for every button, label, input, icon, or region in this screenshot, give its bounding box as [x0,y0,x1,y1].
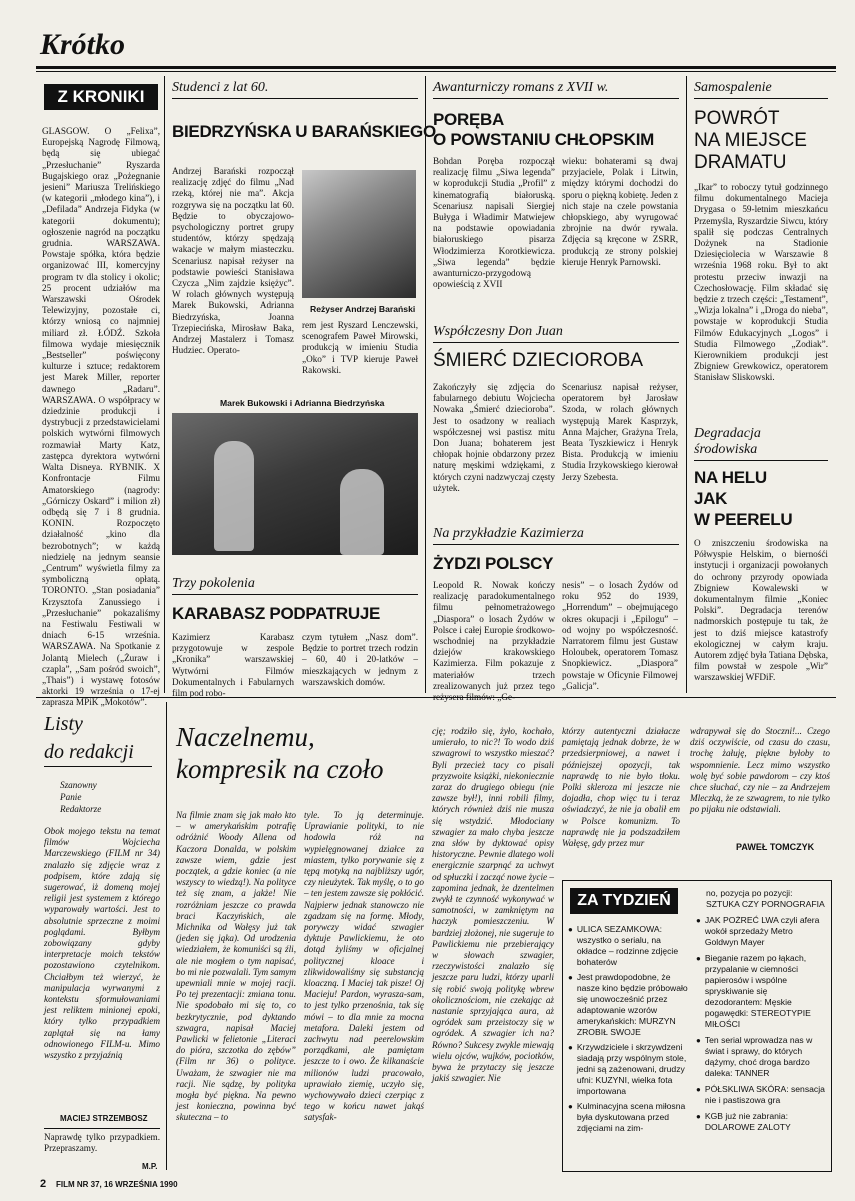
reply-text: Naprawdę tylko przypadkiem. Przepraszamy. [44,1132,160,1154]
issue-line: FILM NR 37, 16 WRZEŚNIA 1990 [56,1180,178,1189]
zatydzien-item: ● JAK POŻREĆ LWA czyli afera wokół sprzedaży Metro Goldwyn Mayer [696,915,820,947]
reply-signature: M.P. [142,1162,158,1171]
kronika-banner: Z KRONIKI [44,84,158,110]
article-text: wieku: bohaterami są dwaj przyjaciele, Polak i Litwin, między którymi dochodzi do sporu o piękną kobietę. Jeden z nich staje na czele powstania chłopskiego, aby wyrugować zbrojnie na dwór rywala. Zdjęcia są kręcone w ZSRR, produkcją ze strony polskiej kieruje Henryk Parnowski. [562,156,678,267]
salutation: Panie [60,792,82,802]
kompresik-title: kompresik na czoło [176,754,384,784]
article-text: Scenariusz napisał reżyser, operatorem był Jarosław Szoda, w rolach głównych występują Marek Kasprzyk, Anna Majcher, Grażyna Trela, Beata Tyszkiewicz i Henryk Bista. Produkcją w imieniu Studia Irzykowskiego kierował Jerzy Szebesta. [562,382,678,482]
headline: O POWSTANIU CHŁOPSKIM [433,130,654,149]
photo-caption: Marek Bukowski i Adrianna Biedrzyńska [220,398,385,408]
kicker: Na przykładzie Kazimierza [433,526,584,541]
article-text: tyle. To ją determinuje. Uprawianie polityki, to nie hodowla róż na wypielęgnowanej działce za miastem, tylko porywanie się z tępą motyką na najbliższy ugór, czy nieużytek. Tak myślę, o to go – ten jestem zawsze się pokłócić. Najpierw jednak stanowczo nie zgadzam się na formę. Młody, porywczy widać szwagier dyktuje Pawlickiemu, że oto dotąd żyliśmy w oficjalnej politycznej kloace i zlikwidowaliśmy się substancją kloaczną. I Maciej tak pisze! Oj Macieju! Pardon, wyrasza-sam, to jest tylko przenośnia, tak się mówi – to dla mnie za mocna metafora. Daleki jestem od zachwytu nad peerelowskim porządkami, ale pamiętam jeszcze to i owo. Że kilkanaście milionów ludzi pracowało, uprawiało ziemię, uczyło się, wychowywało dzieci czerpiąc z tego w końcu nawet jakąś satysfak- [304,810,424,1123]
figure-silhouette [214,441,254,551]
kronika-text: GLASGOW. O „Felixa”, Europejską Nagrodę Filmową, będą się ubiegać „Przesłuchanie” Ryszarda Bugajskiego oraz „Pożegnanie jesieni” Mariusza Trelińskiego (w kategorii „młodego kina”), i „Defilada” Andrzeja Fidyka (w kategorii dokumentu); ogłoszenie nagród na początku grudnia. WARSZAWA. Powstaje spółka, która będzie organizować III, komercyjny program tv dla stolicy i okolic; 25 procent udziałów ma Warszawski Ośrodek Telewizyjny, pozostałe ci, którzy wniosą co najmniej miliard zł. ŁÓDŹ. Szkoła filmowa wydaje miesięcznik „Bestseller” poświęcony kulturze i sztuce; redaktorem jest Marek Miller, reporter dawnego „Radaru”. WARSZAWA. O współpracy w dziedzinie produkcji i dystrybucji z przedstawicielami polskich wytwórni filmowych rozmawiał Marty Katz, zastępca dyrektora wytwórni Walta Disneya. RYBNIK. X Konfrontacje Filmu Amatorskiego (nagrody: „Górniczy Oskard” i milion zł) odbędą się 7 i 8 grudnia. KONIN. Rozpoczęto działalność „kino dla bezrobotnych”; w każdą niedzielę na jednym seansie „Centrum” wyświetla filmy za symboliczną opłatą. TORONTO. „Stan posiadania” Krzysztofa Zanussiego i „Przesłuchanie” pokazaliśmy na Festiwalu Festiwali w dniach 6-15 września. WARSZAWA. Na Spotkanie z Jolantą Mielech („Żuraw i czapla”, „Sam pośród swoich”, „Thais”) i wystawę fotosów aktorki 19 września o 17-ej zaprasza MPiK „Mokotów”. [42,126,160,708]
zatydzien-item: no, pozycja po pozycji: SZTUKA CZY PORNOGRAFIA [706,888,825,909]
article-text: wdrapywał się do Stoczni!... Czego dziś oczywiście, od czasu do czasu, trochę żałuję, piękne byłoby to wspomnienie. Lecz mimo wszystko wolę być sobie pawdorom – czy ktoś chce słuchać, czy nie – za Andrzejem Mleczką, że ze szwagrem, to nie tylko po pijaku nie odstawiali. [690,726,830,815]
article-text: rem jest Ryszard Lenczewski, scenografem Paweł Mirowski, produkcją w imieniu Studia „Oko” i TVP kieruje Paweł Rakowski. [302,320,418,375]
photo-caption: Reżyser Andrzej Barański [310,304,416,314]
signature-rule [44,1128,160,1129]
headline: POWRÓT [694,108,780,129]
zatydzien-list [568,924,688,1168]
headline: KARABASZ PODPATRUJE [172,604,381,623]
bullet-icon: ● [696,1036,701,1045]
column-rule [164,76,165,693]
kicker-rule [433,544,679,545]
actors-photo [172,413,418,555]
letter-signature: MACIEJ STRZEMBOSZ [60,1114,148,1123]
zatydzien-item: ● PÓŁSKLIWA SKÓRA: sensacja nie i pastiszowa gra [696,1084,825,1105]
article-text: Zakończyły się zdjęcia do fabularnego debiutu Wojciecha Nowaka „Śmierć dzieciorobа”. Jest to osadzony w realiach współczesnej wsi pastisz mitu Don Juana; bohaterem jest chłopak hojnie obdarzony przez naturę męskimi wdziękami, z których czyni nadzwyczaj częsty użytek. [433,382,555,493]
bullet-icon: ● [696,916,701,925]
headline: ŚMIERĆ DZIECIOROBA [433,350,644,371]
salutation: Redaktorze [60,804,102,814]
kicker: Awanturniczy romans z XVII w. [433,80,609,95]
article-text: Leopold R. Nowak kończy realizację paradokumentalnego filmu pełnometrażowego „Diaspora” o losach Żydów w Polsce i całej Europie środkowo-wschodniej na przykładzie dziejów krakowskiego Kazimierza. Film pokazuje z materiałów trzech zrealizowanych już przez tego reżysera filmów: „Ge- [433,580,555,703]
zatydzien-item: ● Krzywdziciele i skrzywdzeni siadają przy wspólnym stole, jedni są zażenowani, drudzy ufni: KUZYNI, wielka fota importowana [568,1042,687,1096]
article-text: czym tytułem „Nasz dom”. Będzie to portret trzech rodzin – 60, 40 i 20-latków – mieszkających w jednym z warszawskich domów. [302,632,418,687]
article-text: O zniszczeniu środowiska na Półwyspie Helskim, o biernośći instytucji i organizacji powołanych do ochrony przyrody opowiada Zbigniew Kowalewski w dokumentalnym filmie „Koniec Polski”. Degradacja terenów nadmorskich postępuje tu tak, że jest to dziś miejsce katastrofy ekologicznej w całym kraju. Autorem zdjęć była Tatiana Dębska, film powstał w zespole „Wir” warszawskiej WFDiF. [694,538,828,683]
salutation: Szanowny [60,780,97,790]
listy-title: Listy [44,713,83,735]
article-text: Na filmie znam się jak mało kto – w amerykańskim potrafię odróżnić Woody Allena od Kaczora Donalda, w polskim zawsze wiem, gdzie jest początek, a gdzie koniec (a nie wszyscy to wiedzą!). Na polityce też się znam, a jakże! Nie rozróżniam jeszcze co prawda braci Kaczyńskich, ale Michnika od Wałęsy już tak (jeden się jąka). Od urodzenia wiedziałem, że komuniści są źli, ale nie mogłem o tym napisać, bo mi nie pozwalali. Tym samym upewniali mnie w mojej racji. Po tej prezentacji: zmiana tonu. Nie spodobało mi się to, co bezkrytycznie, pod dyktando szwagra, napisał Maciej Pawlicki w felietonie „Literaci do pióra, szczotka do zębów” (Film nr 36) o polityce. Uważam, że szwagier nie ma racji. Nie sądzę, by polityka mogła być piękna. Na pewno jest konieczna, powinna być skuteczna – to [176,810,296,1123]
page-number: 2 [40,1178,47,1190]
kicker-rule [433,98,679,99]
kicker-rule [172,98,418,99]
article-text: Andrzej Barański rozpoczął realizację zdjęć do filmu „Nad rzeką, której nie ma”. Akcja rozgrywa się na początku lat 60. Będzie to obyczajowo-psychologiczny portret grupy studentów, którzy spędzają wakacje w małym miasteczku. Scenariusz napisał reżyser na podstawie powieści Stanisława Czycza „Nim zajdzie księżyc”. W rolach głównych występują Marek Bukowski, Adrianna Biedrzyńska, Joanna Trzepiecińska, Mirosław Baka, Andrzej Mastalerz i Tomasz Hudziec. Operato- [172,166,294,356]
zatydzien-item: ● ULICA SEZAMKOWA: wszystko o serialu, na okładce – rodzinne zdjęcie bohaterów [568,924,679,967]
kicker: Degradacja [694,426,761,441]
column-rule [425,76,426,693]
zatydzien-item: ● Ten serial wprowadza nas w świat i sprawy, do których dążymy, choć droga bardzo daleka: TANNER [696,1035,813,1078]
kicker: Studenci z lat 60. [172,80,269,95]
zatydzien-item: ● Bieganie razem po łąkach, przypalanie w ciemności papierosów i wspólne spryskiwanie się dezodorantem: Męskie pogawędki: STEREOTYPIE MIŁOŚCI [696,953,811,1029]
kicker-rule [694,98,828,99]
article-text: cję; rodziło się, żyło, kochało, umierało, to nic?! To wodo dziś szwagrowi to wszystko mieszać? Byli przecież tacy co pisali przyzwoite książki, niekoniecznie zaraz do drugiego obiegu (nie zawsze był!), inni robili filmy, których również dziś nie musza się wstydzić. Młodociany szwagier za mało chyba jeszcze zna słów by dyktować opisy historyczne. Pewnie dlatego woli energicznie szarpnąć za uchwyt od spłuczki i zacząć nowe życie – zapomina jednak, że dzentelmen zwykł te czynność wykonywać w samotności, w zamkniętym na haczyk pomieszczeniu. W bardziej złożonej, nie sugeruje to Pawlickiemu nie przebierający w słowach szwagier, rzeczywistości znalazło się jeszcze paru ludzi, którzy uparli się robić swoją politykę wbrew okolicznościom, nie czekając aż nastanie sprzyjająca aura, aż ogródek sam przeistoczy się w ogródek. A szwagier ich na? Równo? Sukcesy zwykle miewają wielu ojców, wujków, pociotków, bywa że przytaczy się jeszcze jakiś szwagier. Nie [432,726,554,1084]
zatydzien-item: ● Jest prawdopodobne, że nasze kino będzie próbowało się unowocześnić przez adaptowanie wzorów amerykańskich: MURZYN ZROBIŁ SWOJE [568,972,688,1037]
headline: NA HELU [694,468,767,487]
kompresik-title: Naczelnemu, [176,722,315,752]
top-rule-thin [36,71,836,72]
bullet-icon: ● [568,1043,573,1052]
bullet-icon: ● [568,1102,573,1111]
article-text: „Ikar” to roboczy tytuł godzinnego filmu dokumentalnego Macieja Drygasa o 59-letnim mieszkańcu Przemyśla, Ryszardzie Siwcu, który spalił się podczas Centralnych Dożynek na Stadionie Dziesięciolecia w Warszawie 8 września 1968 roku. Był to akt protestu przeciw inwazji na Czechosłowację. Film składać się będzie z trzech części: „Testament”, „Wizja lokalna” i „Droga do nieba”, powstaje w koprodukcji Studia Filmów Edukacyjnych „Logos” i Studia Filmowego „Zodiak”. Kierownikiem produkcji jest Zbigniew Grewkowicz, operatorem Stanisław Sliskowski. [694,182,828,383]
kicker-rule [433,342,679,343]
column-rule [166,702,167,1170]
bullet-icon: ● [696,1085,701,1094]
zatydzien-banner: ZA TYDZIEŃ [570,888,678,914]
headline: W PEERELU [694,510,793,529]
headline: DRAMATU [694,152,787,173]
headline: ŻYDZI POLSCY [433,554,554,573]
bullet-icon: ● [568,925,573,934]
kicker: Trzy pokolenia [172,576,255,591]
article-signature: PAWEŁ TOMCZYK [736,842,815,852]
article-text: Bohdan Poręba rozpoczął realizację filmu „Siwa legenda” w koprodukcji Studia „Profil” z kinematografią białoruską. Scenariusz napisali Siergiej Bułyga i Władimir Matwiejew na podstawie opowiadania białoruskiego pisarza Włodzimierza Korotkiewicza. „Siwa legenda” będzie awanturniczo-przygodową opowieścią z XVII [433,156,555,290]
kicker-rule [172,594,418,595]
section-title: Krótko [40,28,126,61]
letter-text: Obok mojego tekstu na temat filmów Wojciecha Marczewskiego (FILM nr 34) znalazło się zdjęcie wraz z podpisem, które zdają się sugerować, iż domeną mojej religii jest systemem z którego wyparowały wartości. Jest to absolutnie sprzeczne z moimi poglądami. Byłbym zobowiązany gdyby interpretacje moich tekstów pozostawiono czytelnikom. Chciałbym też wierzyć, że manipulacja wyrwanymi z kontekstu sformułowaniami jest reliktem minionej epoki, który tylko przypadkiem zaplątał się na łamy odnowionego FILM-u. Mimo wszystko z przyjaźnią [44,826,160,1061]
listy-title: do redakcji [44,741,134,763]
bullet-icon: ● [696,1112,701,1121]
column-rule [686,76,687,693]
headline: NA MIEJSCE [694,130,807,151]
bullet-icon: ● [696,954,701,963]
zatydzien-list-right [696,888,826,1168]
headline: BIEDRZYŃSKA U BARAŃSKIEGO [172,122,436,141]
kicker-rule [694,460,828,461]
kicker: środowiska [694,442,758,457]
article-text: którzy autentyczni działacze pamiętają jednak dobrze, że w przedsierpniowej, a nawet i późniejszej opozycji, tak naprawdę to nie było tłoku. Polki skleroza mi jeszcze nie dojadła, chop więc tu i teraz oświadczyć, że nie ja obalił em w Polsce komunizm. To naprawdę nie ja podszadziłem Wałęsę, gdy przez mur [562,726,680,849]
headline: JAK [694,489,728,508]
kicker: Współczesny Don Juan [433,324,563,339]
bullet-icon: ● [568,973,573,982]
zatydzien-item: ● Kulminacyjna scena miłosna była dyskutowana przed zdjęciami na zim- [568,1101,686,1133]
article-text: Kazimierz Karabasz przygotowuje w zespole „Kronika” warszawskiej Wytwórni Filmów Dokumentalnych i Fabularnych film pod robo- [172,632,294,699]
zatydzien-item: ● KGB już nie zabrania: DOLAROWE ZALOTY [696,1111,791,1132]
title-rule [44,766,152,767]
article-text: nesis” – o losach Żydów od roku 952 do 1939, „Horrendum” – obejmującego okres okupacji i „Epilogu” – od wojny po współczesność. Narratorem filmu jest Gustaw Holoubek, operatorem Tomasz Snopkiewicz. „Diaspora” powstaje w Oficynie Filmowej „Galicja”. [562,580,678,691]
kicker: Samospalenie [694,80,772,95]
figure-silhouette [340,469,384,555]
headline: PORĘBA [433,110,504,129]
top-rule [36,66,836,69]
director-photo [302,170,416,298]
